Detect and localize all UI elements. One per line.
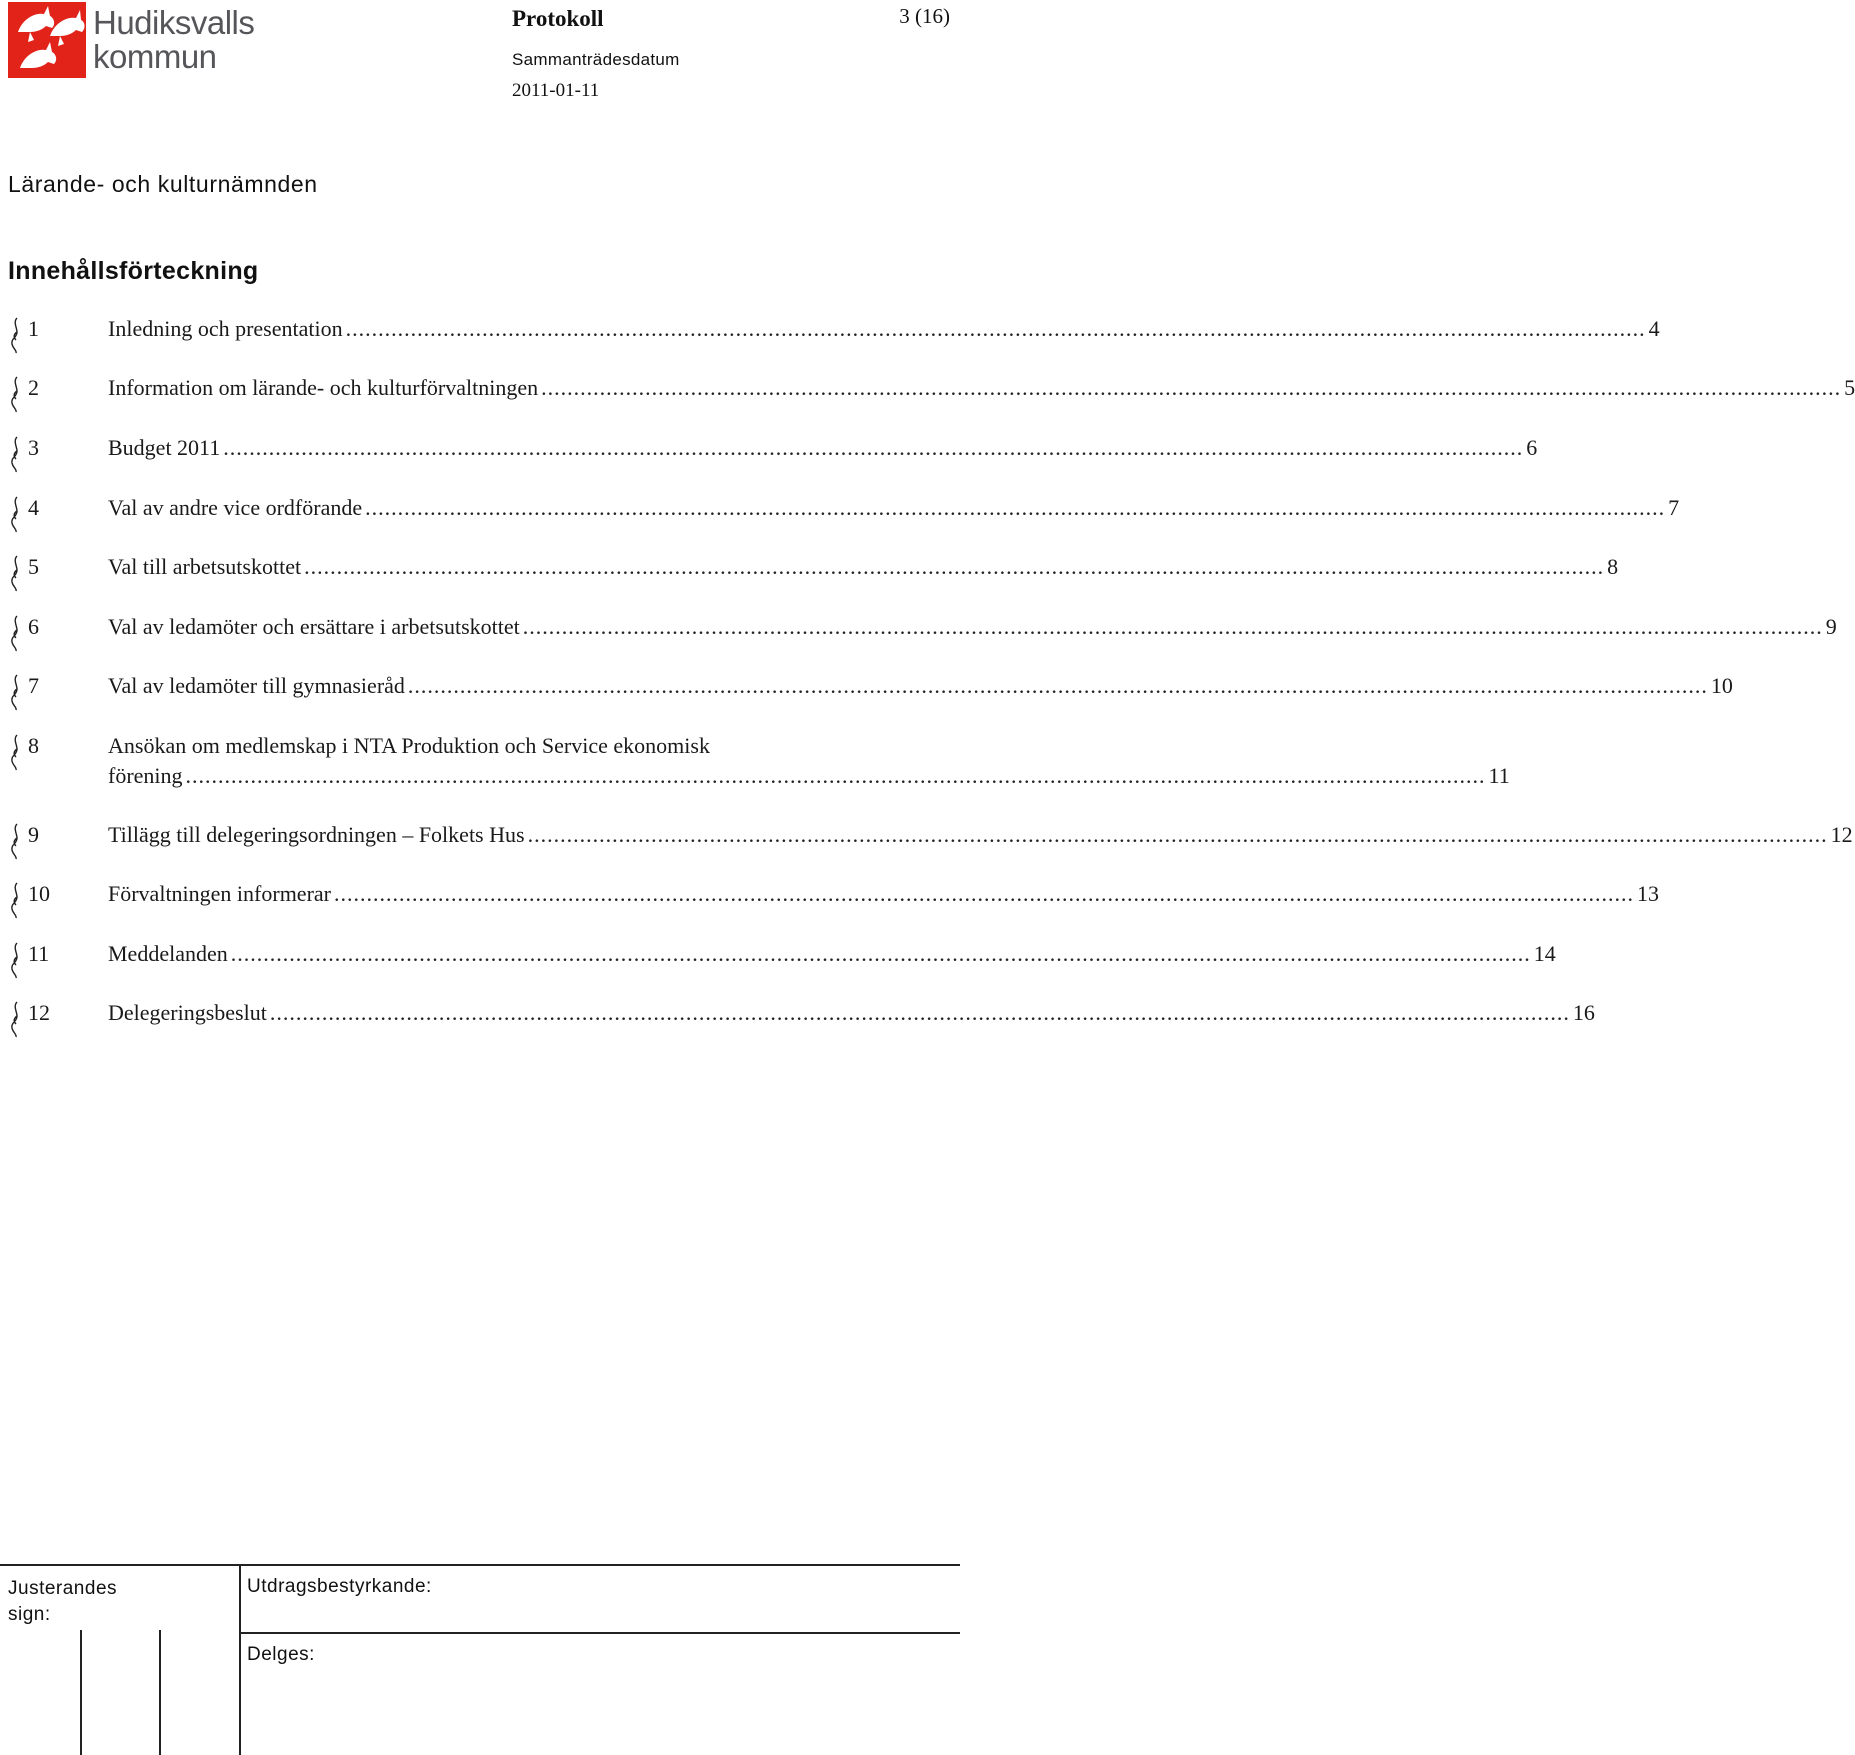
toc-item-page: 7 (1668, 495, 1680, 520)
toc-item (0, 316, 1660, 350)
toc-item-page: 5 (1844, 375, 1855, 400)
toc-item-page: 6 (1526, 435, 1538, 460)
distribution-label: Delges: (247, 1644, 315, 1665)
section-sign-icon (8, 435, 22, 473)
toc-item-title: Val av andre vice ordförande (108, 495, 363, 520)
toc-item-row (108, 1000, 1595, 1026)
committee-name: Lärande- och kulturnämnden (8, 171, 318, 197)
logo-text-line1: Hudiksvalls (93, 4, 255, 41)
toc-item-number: 3 (28, 435, 39, 460)
toc-item-number: 7 (28, 673, 39, 698)
sign-box-divider-2 (159, 1630, 161, 1755)
logo-mark-icon (8, 2, 86, 78)
toc-item-number: 6 (28, 614, 39, 639)
toc-item-row (108, 614, 1837, 640)
toc-item (0, 435, 1538, 469)
toc-leader-dots: ........................................................................................................................................................................................................ (334, 881, 1634, 906)
toc-item (0, 554, 1619, 588)
toc-item-number: 8 (28, 733, 39, 758)
section-sign-icon (8, 1000, 22, 1038)
toc-leader-dots: ........................................................................................................................................................................................................ (230, 941, 1531, 966)
toc-item-row (108, 881, 1659, 907)
toc-item-title: Val av ledamöter och ersättare i arbetsutskottet (108, 614, 520, 639)
footer-top-rule (0, 1564, 960, 1566)
toc-item-title: Förvaltningen informerar (108, 881, 331, 906)
meeting-date: 2011-01-11 (512, 80, 600, 101)
toc-item (0, 733, 1510, 803)
toc-leader-dots: ........................................................................................................................................................................................................ (522, 614, 1823, 639)
toc-item (0, 941, 1556, 975)
page-number: 3 (16) (899, 4, 950, 28)
toc-item (0, 375, 1855, 409)
toc-item-title-line1: Ansökan om medlemskap i NTA Produktion och Service ekonomisk (108, 733, 710, 758)
toc-item-page: 16 (1572, 1000, 1595, 1025)
toc-item (0, 1000, 1595, 1034)
document-type: Protokoll (512, 6, 604, 31)
toc-item-number: 12 (28, 1000, 50, 1025)
toc-leader-dots: ........................................................................................................................................................................................................ (541, 375, 1842, 400)
toc-item-page: 12 (1830, 822, 1853, 847)
toc-item-number: 2 (28, 375, 39, 400)
toc-heading: Innehållsförteckning (8, 257, 259, 285)
toc-item-number: 1 (28, 316, 39, 341)
section-sign-icon (8, 822, 22, 860)
section-sign-icon (8, 881, 22, 919)
toc-item-row (108, 763, 1510, 789)
sign-box-divider-1 (80, 1630, 82, 1755)
footer (0, 1564, 960, 1755)
toc-leader-dots: ........................................................................................................................................................................................................ (269, 1000, 1570, 1025)
toc-leader-dots: ........................................................................................................................................................................................................ (223, 435, 1524, 460)
toc-item-row (108, 822, 1853, 848)
signature-label: Justerandes sign: (8, 1578, 118, 1625)
toc-item-title: Tillägg till delegeringsordningen – Folkets Hus (108, 822, 525, 847)
toc-item-title: Val av ledamöter till gymnasieråd (108, 673, 405, 698)
toc-item (0, 495, 1680, 529)
hudiksvalls-logo (8, 2, 253, 78)
toc-item-title: Information om lärande- och kulturförvaltningen (108, 375, 539, 400)
toc-item-row (108, 375, 1855, 401)
footer-mid-rule (239, 1632, 960, 1634)
section-sign-icon (8, 375, 22, 413)
toc-item-page: 9 (1825, 614, 1837, 639)
section-sign-icon (8, 733, 22, 771)
toc-item-number: 10 (28, 881, 50, 906)
toc-item (0, 673, 1733, 707)
toc-item-row (108, 554, 1619, 580)
toc-item-page: 13 (1637, 881, 1659, 906)
section-sign-icon (8, 554, 22, 592)
toc-item-page: 4 (1648, 316, 1660, 341)
toc-item-row (108, 435, 1538, 461)
toc-item-row (108, 495, 1680, 521)
meeting-date-label: Sammanträdesdatum (512, 50, 680, 69)
section-sign-icon (8, 614, 22, 652)
toc-leader-dots: ........................................................................................................................................................................................................ (304, 554, 1605, 579)
toc-item (0, 881, 1659, 915)
footer-divider (239, 1564, 241, 1755)
logo-text-line2: kommun (93, 38, 217, 75)
section-sign-icon (8, 495, 22, 533)
toc-item-number: 4 (28, 495, 39, 520)
section-sign-icon (8, 941, 22, 979)
toc-item-row (108, 673, 1733, 699)
toc-item-title: Budget 2011 (108, 435, 221, 460)
toc-item-number: 11 (28, 941, 50, 966)
toc-leader-dots: ........................................................................................................................................................................................................ (185, 763, 1486, 788)
toc-item-page: 11 (1488, 763, 1510, 788)
toc-item-number: 9 (28, 822, 39, 847)
toc-leader-dots: ........................................................................................................................................................................................................ (407, 673, 1708, 698)
toc-item-page: 14 (1533, 941, 1556, 966)
certification-label: Utdragsbestyrkande: (247, 1576, 432, 1597)
toc-item-title: Val till arbetsutskottet (108, 554, 302, 579)
toc-item-row (108, 941, 1556, 967)
toc-item-row (108, 316, 1660, 342)
toc-item (0, 614, 1837, 648)
toc-item-title: Meddelanden (108, 941, 228, 966)
toc-item-title: förening (108, 763, 183, 788)
toc-item-number: 5 (28, 554, 39, 579)
section-sign-icon (8, 316, 22, 354)
toc-item (0, 822, 1853, 856)
toc-item-page: 8 (1607, 554, 1619, 579)
toc-leader-dots: ........................................................................................................................................................................................................ (345, 316, 1646, 341)
toc-item-title: Inledning och presentation (108, 316, 343, 341)
toc-item-title: Delegeringsbeslut (108, 1000, 267, 1025)
toc-item-page: 10 (1710, 673, 1733, 698)
section-sign-icon (8, 673, 22, 711)
toc-leader-dots: ........................................................................................................................................................................................................ (527, 822, 1828, 847)
toc-leader-dots: ........................................................................................................................................................................................................ (365, 495, 1666, 520)
